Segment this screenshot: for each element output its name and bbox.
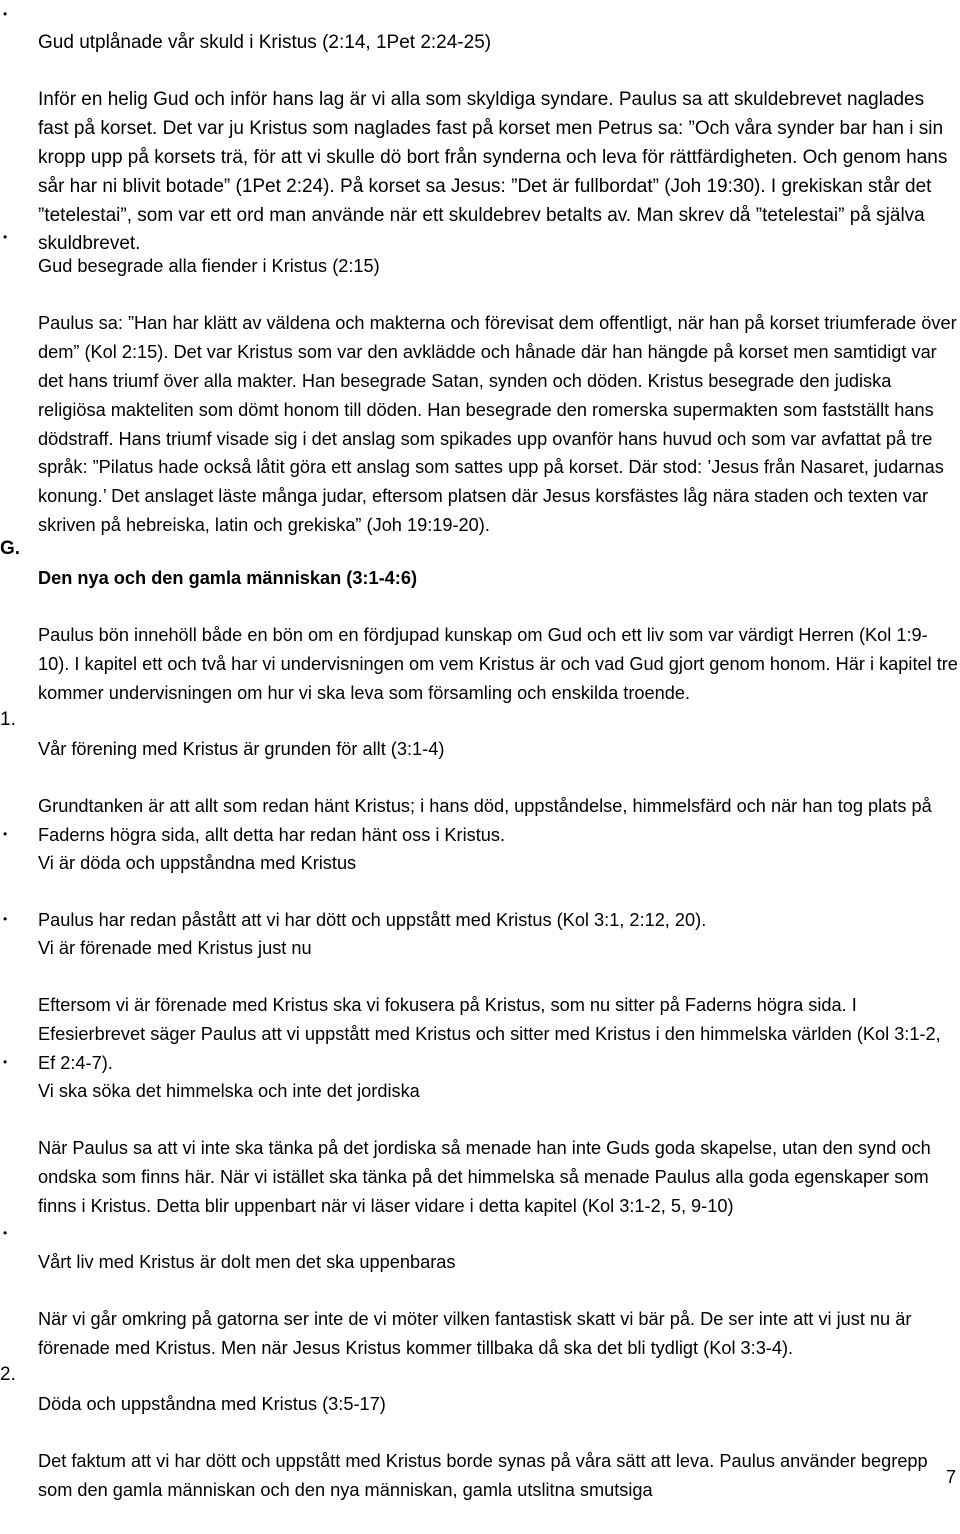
section-heading: Vi ska söka det himmelska och inte det jordiska [38, 1080, 420, 1101]
bullet-marker: • [3, 1055, 8, 1069]
section-text: Paulus har redan påstått att vi har dött och uppstått med Kristus (Kol 3:1, 2:12, 20). [38, 910, 707, 931]
section-text: När Paulus sa att vi inte ska tänka på det jordiska så menade han inte Guds goda skapelse, utan den synd och ondska som finns här. När vi istället ska tänka på det himmelska så menade Paulus alla goda egenskaper som finns i Kristus. Detta blir uppenbart när vi läser vidare i detta kapitel (Kol 3:1-2, 5, 9-10) [38, 1138, 931, 1216]
section-heading: Vi är förenade med Kristus just nu [38, 937, 312, 958]
section-body [38, 1361, 958, 1534]
section-text: Inför en helig Gud och inför hans lag är vi alla som skyldiga syndare. Paulus sa att skuldebrevet naglades fast på korset. Det var ju Kristus som naglades fast på korset men Petrus sa: ”Och våra synder bar han i sin kropp upp på korsets trä, för att vi skulle dö bort från synderna och leva för rättfärdigheten. Och genom hans sår har ni blivit botade” (1Pet 2:24). På korset sa Jesus: ”Det är fullbordat” (Joh 19:30). I grekiskan står det ”tetelestai”, som var ett ord man använde när ett skuldebrev betalts av. Man skrev då ”tetelestai” på själva skuldbrevet. [38, 89, 948, 255]
section-heading: Vårt liv med Kristus är dolt men det ska uppenbaras [38, 1251, 456, 1272]
section-heading: Vi är döda och uppståndna med Kristus [38, 852, 357, 873]
section-number: 2. [0, 1364, 16, 1385]
section-letter: G. [0, 538, 21, 559]
section-text: När vi går omkring på gatorna ser inte de vi möter vilken fantastisk skatt vi bär på. De ser inte att vi just nu är förenade med Kristus. Men när Jesus Kristus kommer tillbaka då ska det bli tydligt (Kol 3:3-4). [38, 1309, 912, 1359]
bullet-marker: • [3, 230, 8, 244]
section-text: Paulus sa: ”Han har klätt av väldena och makterna och förevisat dem offentligt, när han på korset triumferade över dem” (Kol 2:15). Det var Kristus som var den avklädde och hånade där han hängde på korset men samtidigt var det hans triumf över alla makter. Han besegrade Satan, synden och döden. Kristus besegrade den judiska religiösa makteliten som dömt honom till döden. Han besegrade den romerska supermakten som fastställt hans dödstraff. Hans triumf visade sig i det anslag som spikades upp ovanför hans huvud och som var avfattat på tre språk: ”Pilatus hade också låtit göra ett anslag som sattes upp på korset. Där stod: ’Jesus från Nasaret, judarnas konung.’ Det anslaget läste många judar, eftersom platsen där Jesus korsfästes låg nära staden och texten var skriven på hebreiska, latin och grekiska” (Joh 19:19-20). [38, 313, 957, 535]
section-heading: Den nya och den gamla människan (3:1-4:6) [38, 567, 418, 588]
page-number: 7 [945, 1467, 956, 1487]
section-heading: Gud besegrade alla fiender i Kristus (2:15) [38, 255, 380, 276]
section-text: Grundtanken är att allt som redan hänt Kristus; i hans död, uppståndelse, himmelsfärd och när han tog plats på Faderns högra sida, allt detta har redan hänt oss i Kristus. [38, 796, 932, 846]
bullet-marker: • [3, 827, 8, 841]
section-heading: Döda och uppståndna med Kristus (3:5-17) [38, 1393, 386, 1414]
bullet-marker: • [3, 7, 8, 21]
section-heading: Gud utplånade vår skuld i Kristus (2:14, 1Pet 2:24-25) [38, 31, 492, 53]
section-number: 1. [0, 709, 16, 730]
bullet-marker: • [3, 912, 8, 926]
section-text: Eftersom vi är förenade med Kristus ska vi fokusera på Kristus, som nu sitter på Faderns högra sida. I Efesierbrevet säger Paulus att vi uppstått med Kristus och sitter med Kristus i den himmelska världen (Kol 3:1-2, Ef 2:4-7). [38, 995, 941, 1073]
section-heading: Vår förening med Kristus är grunden för allt (3:1-4) [38, 738, 445, 759]
section-body [38, 223, 958, 569]
section-text: Paulus bön innehöll både en bön om en fördjupad kunskap om Gud och ett liv som var värdigt Herren (Kol 1:9-10). I kapitel ett och två har vi undervisningen om vem Kristus är och vad Gud gjort genom honom. Här i kapitel tre kommer undervisningen om hur vi ska leva som församling och enskilda troende. [38, 625, 958, 703]
section-text: Det faktum att vi har dött och uppstått med Kristus borde synas på våra sätt att leva. Paulus använder begrepp som den gamla människan och den nya människan, gamla utslitna smutsiga [38, 1451, 928, 1501]
bullet-marker: • [3, 1226, 8, 1240]
